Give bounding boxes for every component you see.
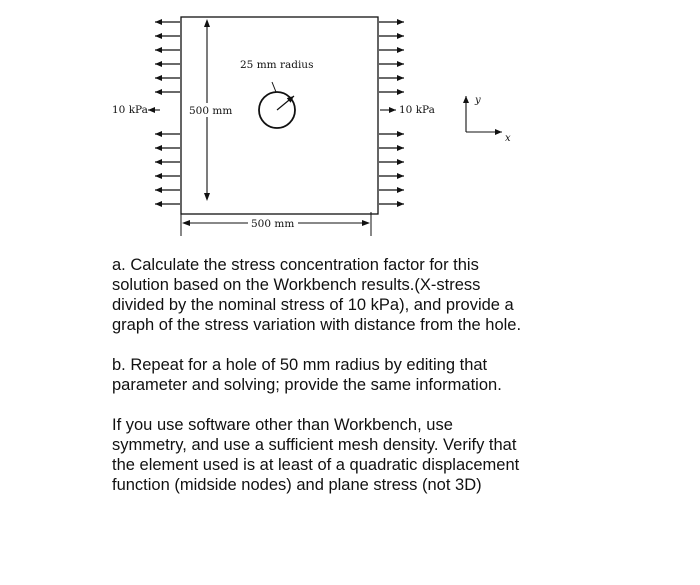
radius-arrow	[277, 96, 294, 110]
question-a: a. Calculate the stress concentration factor for this solution based on the Workbench results.(X-stress divided by the nominal stress of 10 kPa), and provide a graph of the stress variation with distance from the hole.	[112, 256, 522, 334]
y-axis-label: y	[475, 95, 481, 106]
hole-radius-label: 25 mm radius	[240, 59, 314, 71]
height-dim-top-arrow	[204, 19, 210, 27]
left-load-label: 10 kPa	[112, 104, 148, 116]
radius-leader	[272, 82, 276, 92]
height-dim-bottom-arrow	[204, 193, 210, 201]
plate-with-hole-figure	[0, 0, 700, 250]
width-dim-right-arrow	[362, 220, 370, 226]
x-axis-label: x	[505, 133, 511, 144]
width-dim-label: 500 mm	[251, 218, 295, 230]
software-note: If you use software other than Workbench, use symmetry, and use a sufficient mesh density. Verify that the element used is at least of a quadratic displacement function (midside nodes) and plane stress (not 3D)	[112, 416, 520, 494]
height-dim-label: 500 mm	[189, 105, 233, 117]
left-traction-arrows	[155, 22, 180, 204]
question-b: b. Repeat for a hole of 50 mm radius by editing that parameter and solving; provide the same information.	[112, 356, 502, 394]
width-dim-left-arrow	[182, 220, 190, 226]
problem-text	[112, 255, 612, 495]
right-load-label: 10 kPa	[399, 104, 435, 116]
